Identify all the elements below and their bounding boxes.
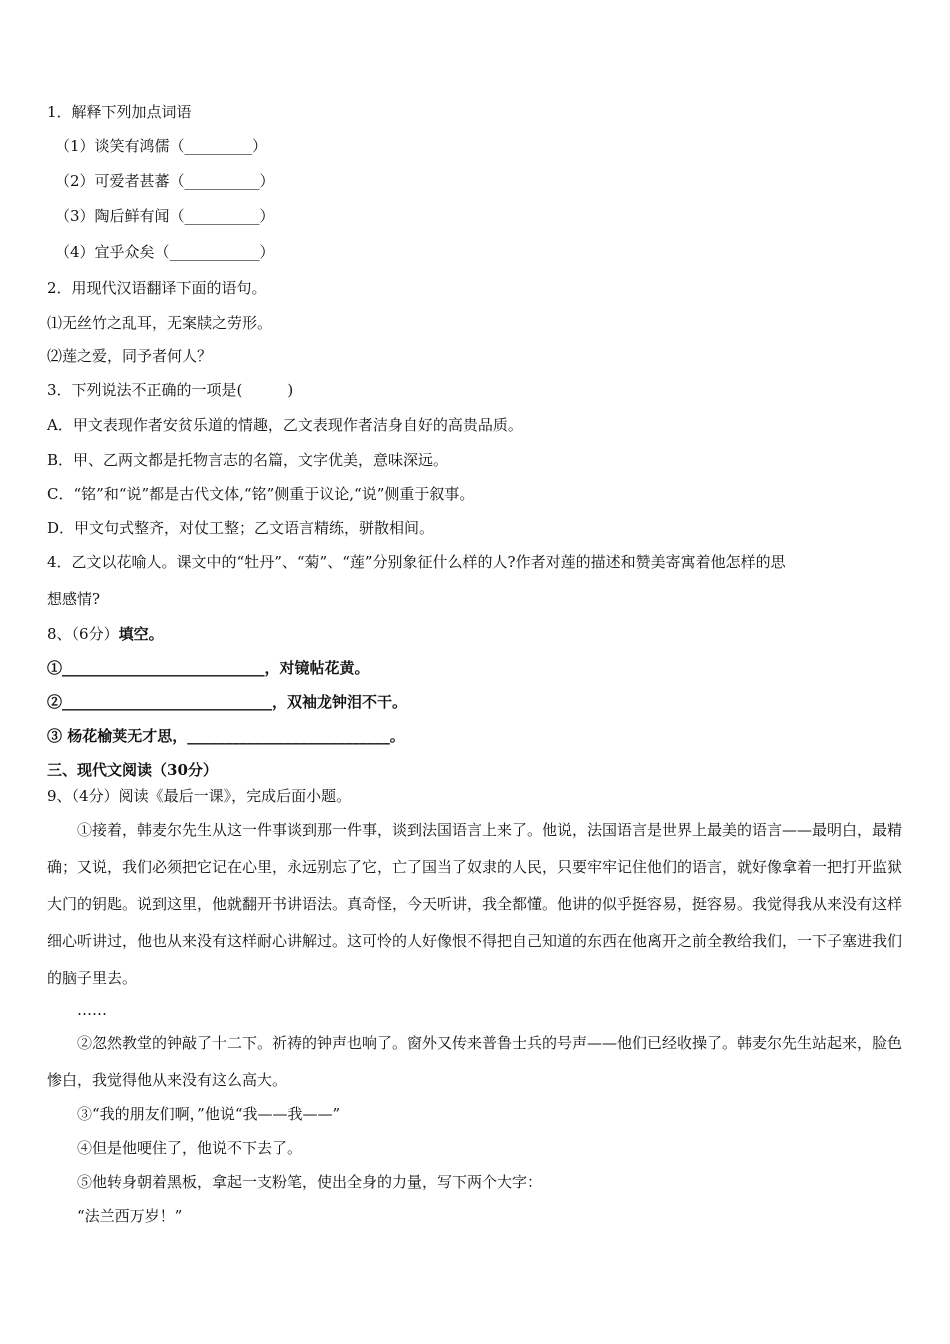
q8-title: 填空。	[118, 625, 164, 643]
q1-title: 1．解释下列加点词语	[47, 103, 192, 121]
q1-item-2: （2）可爱者甚蕃（__________）	[55, 172, 275, 190]
q3-title: 3．下列说法不正确的一项是( )	[47, 381, 294, 399]
q1-item-4: （4）宜乎众矣（____________）	[55, 243, 275, 261]
q4-line-1: 4．乙文以花喻人。课文中的“牡丹”、“菊”、“莲”分别象征什么样的人?作者对莲的描述和赞美寄寓着他怎样的思	[47, 553, 786, 571]
q9-title: 9、（4分）阅读《最后一课》，完成后面小题。	[47, 787, 352, 805]
q3-option-b: B．甲、乙两文都是托物言志的名篇，文字优美，意味深远。	[47, 451, 449, 469]
q9-paragraph-2: ②忽然教堂的钟敲了十二下。祈祷的钟声也响了。窗外又传来普鲁士兵的号声——他们已经收操了。韩麦尔先生站起来，脸色惨白，我觉得他从来没有这么高大。	[47, 1034, 903, 1089]
q9-ellipsis: ……	[77, 1001, 107, 1019]
q9-paragraph-3: ③“我的朋友们啊，”他说“我——我——”	[77, 1105, 341, 1123]
q4-line-2: 想感情?	[47, 590, 101, 608]
q9-paragraph-4: ④但是他哽住了，他说不下去了。	[77, 1139, 303, 1157]
section-3-heading: 三、现代文阅读（30分）	[47, 761, 218, 779]
q2-item-1: ⑴无丝竹之乱耳，无案牍之劳形。	[47, 314, 273, 332]
q8-prefix: 8、（6分）	[47, 625, 119, 643]
q2-item-2: ⑵莲之爱，同予者何人？	[47, 347, 213, 365]
q3-option-d: D．甲文句式整齐，对仗工整；乙文语言精练，骈散相间。	[47, 519, 435, 537]
q1-item-1: （1）谈笑有鸿儒（_________）	[55, 137, 268, 155]
q8-item-2: ②____________________________，双袖龙钟泪不干。	[47, 693, 408, 711]
q9-paragraph-1: ①接着，韩麦尔先生从这一件事谈到那一件事，谈到法国语言上来了。他说，法国语言是世界上最美的语言——最明白，最精确；又说，我们必须把它记在心里，永远别忘了它，亡了国当了奴隶的人民，只要牢牢记住他们的语言，就好像拿着一把打开监狱大门的钥匙。说到这里，他就翻开书讲语法。真奇怪，今天听讲，我全都懂。他讲的似乎挺容易，挺容易。我觉得我从来没有这样细心听讲过，他也从来没有这样耐心讲解过。这可怜的人好像恨不得把自己知道的东西在他离开之前全教给我们，一下子塞进我们的脑子里去。	[47, 821, 903, 987]
q8-item-1: ①___________________________，对镜帖花黄。	[47, 659, 370, 677]
q8-item-3: ③ 杨花榆荚无才思，___________________________。	[47, 727, 405, 745]
q3-option-c: C．“铭”和“说”都是古代文体,“铭”侧重于议论,“说”侧重于叙事。	[47, 485, 475, 503]
q1-item-3: （3）陶后鲜有闻（__________）	[55, 207, 275, 225]
q2-title: 2．用现代汉语翻译下面的语句。	[47, 279, 267, 297]
q8-header	[47, 624, 164, 644]
q9-paragraph-6: “法兰西万岁！”	[77, 1207, 183, 1225]
q3-option-a: A．甲文表现作者安贫乐道的情趣，乙文表现作者洁身自好的高贵品质。	[47, 416, 523, 434]
q9-paragraph-5: ⑤他转身朝着黑板，拿起一支粉笔，使出全身的力量，写下两个大字：	[77, 1173, 543, 1191]
